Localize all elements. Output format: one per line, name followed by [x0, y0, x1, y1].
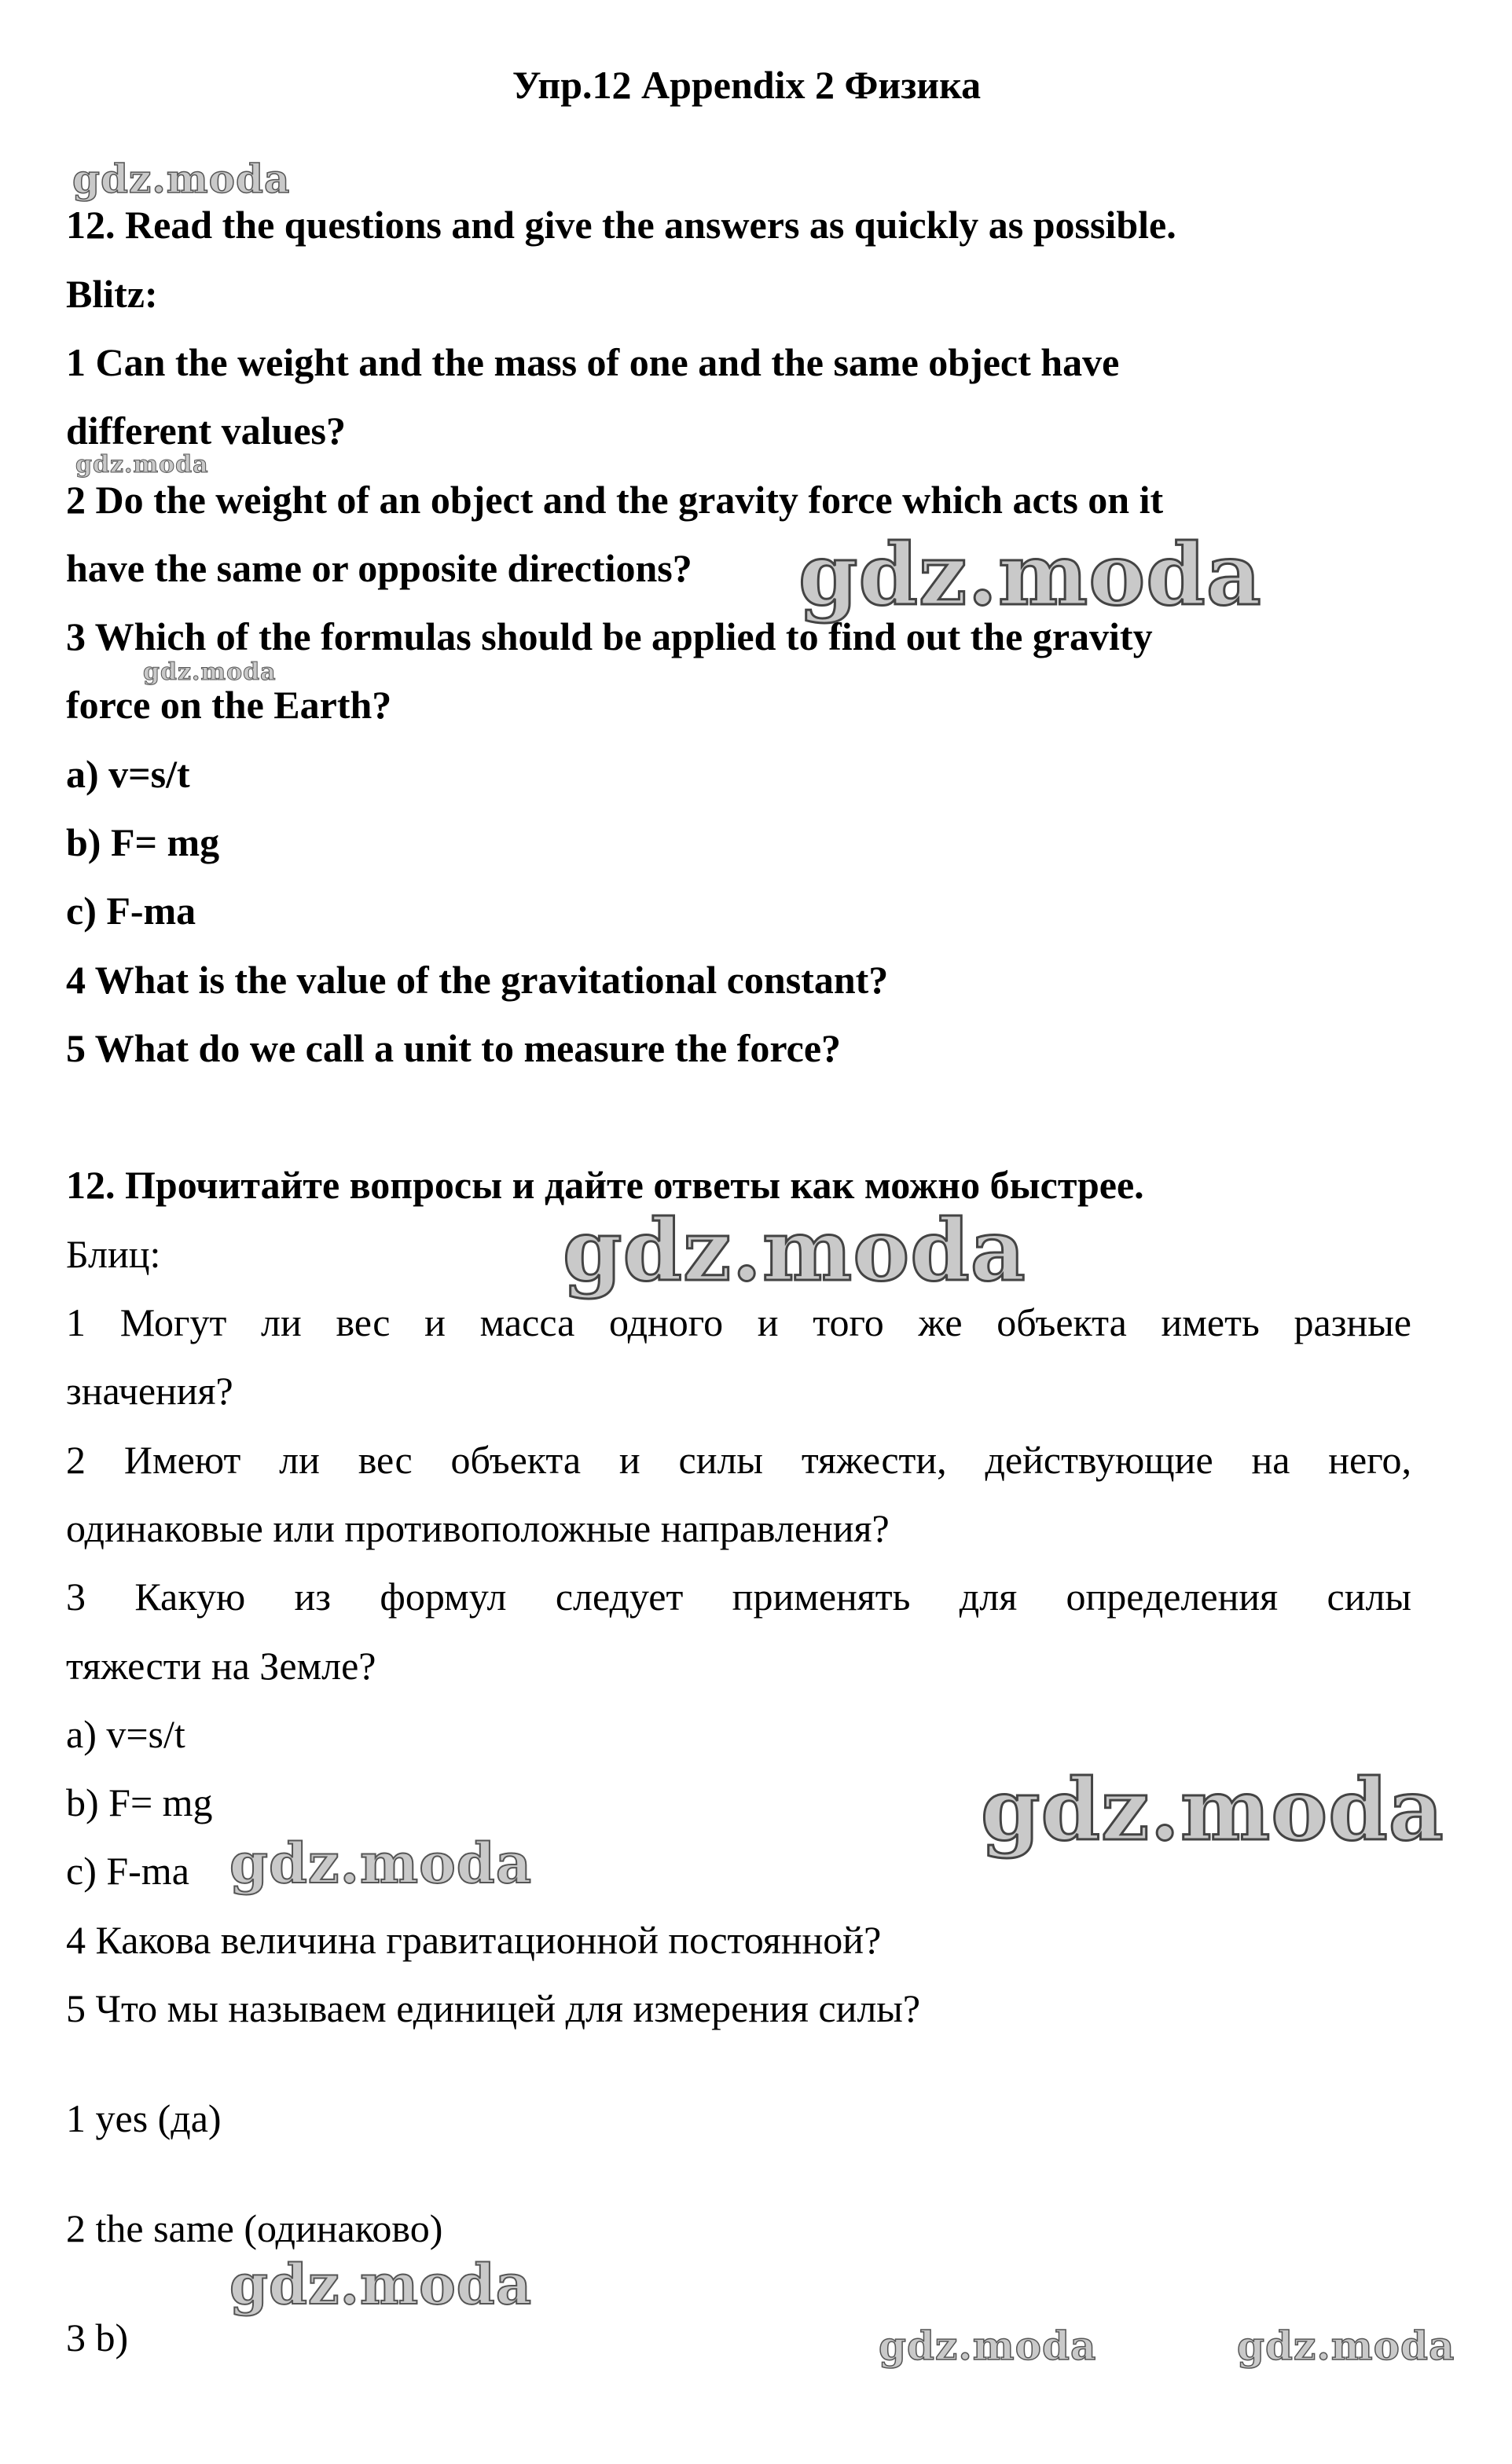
english-option-a: a) v=s/t: [66, 752, 190, 796]
watermark: gdz.moda: [1237, 2323, 1455, 2369]
watermark: gdz.moda: [72, 156, 291, 202]
russian-question-2-line-2: одинаковые или противоположные направления?: [66, 1506, 890, 1550]
answer-3: 3 b): [66, 2316, 129, 2360]
watermark: gdz.moda: [229, 2252, 533, 2317]
english-option-b: b) F= mg: [66, 820, 220, 864]
russian-option-c: c) F-ma: [66, 1849, 189, 1893]
russian-option-a: a) v=s/t: [66, 1712, 185, 1756]
watermark: gdz.moda: [563, 1201, 1026, 1300]
watermark: gdz.moda: [75, 451, 209, 478]
english-question-3-line-1: 3 Which of the formulas should be applied to find out the gravity: [66, 614, 1153, 658]
russian-question-4: 4 Какова величина гравитационной постоянной?: [66, 1918, 882, 1962]
page-title: Упр.12 Appendix 2 Физика: [512, 63, 982, 107]
watermark: gdz.moda: [143, 658, 277, 686]
english-question-2-line-1: 2 Do the weight of an object and the gravity force which acts on it: [66, 478, 1164, 522]
english-question-4: 4 What is the value of the gravitational constant?: [66, 958, 889, 1002]
english-question-2-line-2: have the same or opposite directions?: [66, 546, 692, 590]
russian-task-heading: 12. Прочитайте вопросы и дайте ответы как можно быстрее.: [66, 1163, 1144, 1207]
english-question-1-line-1: 1 Can the weight and the mass of one and the same object have: [66, 340, 1120, 384]
russian-question-1-line-2: значения?: [66, 1369, 233, 1413]
russian-option-b: b) F= mg: [66, 1780, 213, 1824]
russian-question-2-line-1: 2 Имеют ли вес объекта и силы тяжести, действующие на него,: [66, 1438, 1411, 1482]
english-question-5: 5 What do we call a unit to measure the force?: [66, 1026, 842, 1070]
russian-blitz-label: Блиц:: [66, 1232, 161, 1276]
answer-1: 1 yes (да): [66, 2096, 222, 2140]
russian-question-3-line-2: тяжести на Земле?: [66, 1644, 376, 1688]
russian-question-1-line-1: 1 Могут ли вес и масса одного и того же объекта иметь разные: [66, 1300, 1411, 1344]
english-task-heading: 12. Read the questions and give the answers as quickly as possible.: [66, 203, 1176, 247]
english-question-3-line-2: force on the Earth?: [66, 683, 392, 727]
watermark: gdz.moda: [798, 526, 1262, 625]
english-option-c: c) F-ma: [66, 889, 196, 933]
russian-question-3-line-1: 3 Какую из формул следует применять для определения силы: [66, 1575, 1411, 1619]
english-question-1-line-2: different values?: [66, 409, 346, 453]
russian-question-5: 5 Что мы называем единицей для измерения силы?: [66, 1986, 921, 2030]
watermark: gdz.moda: [981, 1761, 1444, 1860]
answer-2: 2 the same (одинаково): [66, 2206, 443, 2250]
watermark: gdz.moda: [879, 2323, 1097, 2369]
english-blitz-label: Blitz:: [66, 272, 158, 316]
watermark: gdz.moda: [229, 1831, 533, 1896]
